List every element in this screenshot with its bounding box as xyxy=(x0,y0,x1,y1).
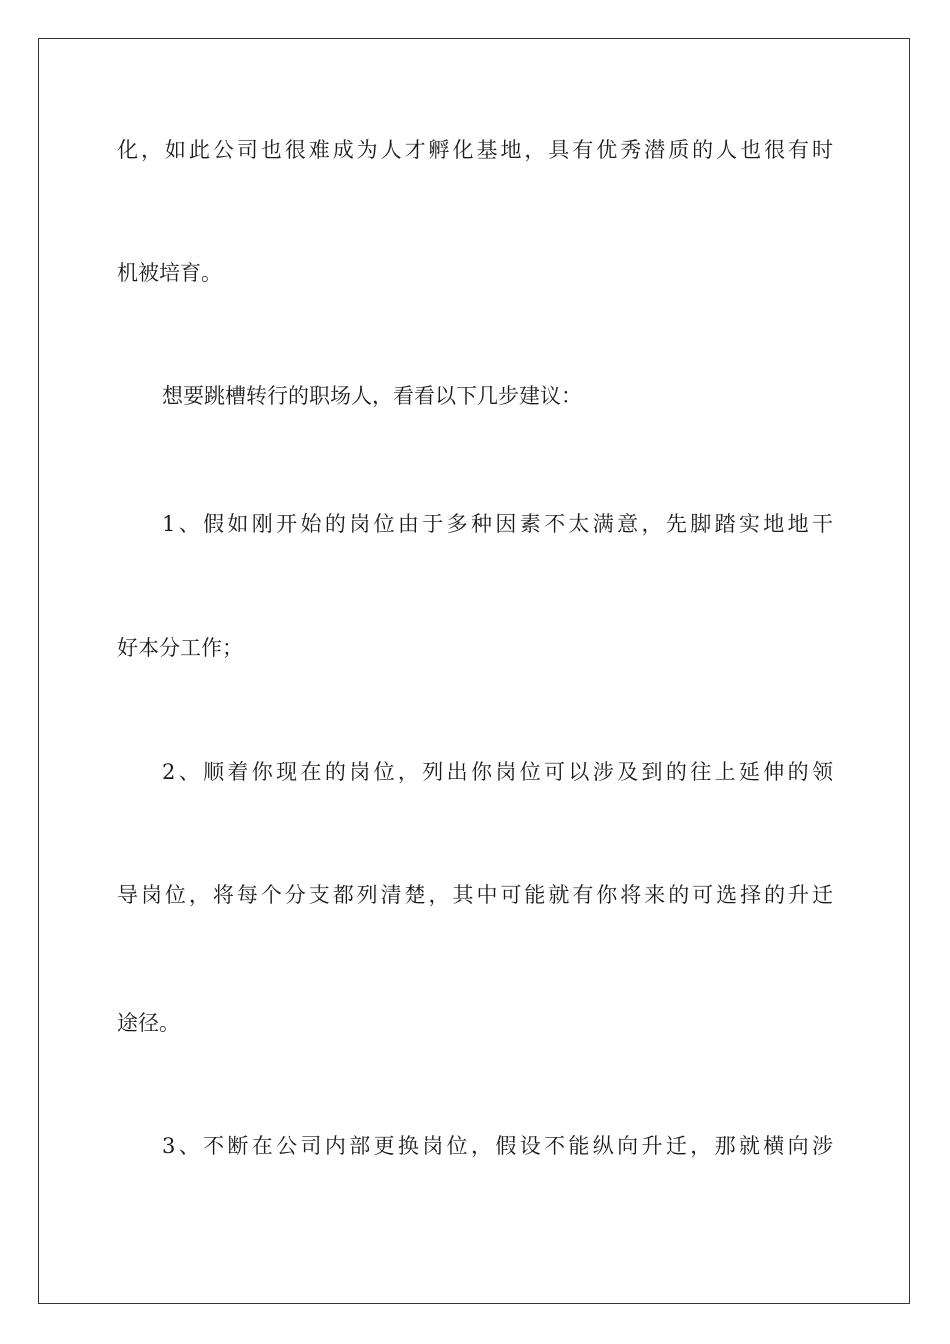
paragraph-line-9: 3、不断在公司内部更换岗位，假设不能纵向升迁，那就横向涉 xyxy=(162,1134,833,1158)
paragraph-line-2: 机被培育。 xyxy=(117,261,222,285)
page-frame xyxy=(38,38,910,1304)
paragraph-line-7: 导岗位，将每个分支都列清楚，其中可能就有你将来的可选择的升迁 xyxy=(117,883,833,907)
paragraph-line-6: 2、顺着你现在的岗位，列出你岗位可以涉及到的往上延伸的领 xyxy=(162,760,833,784)
paragraph-line-8: 途径。 xyxy=(117,1011,180,1035)
paragraph-line-5: 好本分工作； xyxy=(117,636,243,660)
paragraph-line-1: 化，如此公司也很难成为人才孵化基地，具有优秀潜质的人也很有时 xyxy=(117,138,833,162)
paragraph-line-4: 1、假如刚开始的岗位由于多种因素不太满意，先脚踏实地地干 xyxy=(162,512,833,536)
paragraph-line-3: 想要跳槽转行的职场人，看看以下几步建议： xyxy=(162,384,582,408)
